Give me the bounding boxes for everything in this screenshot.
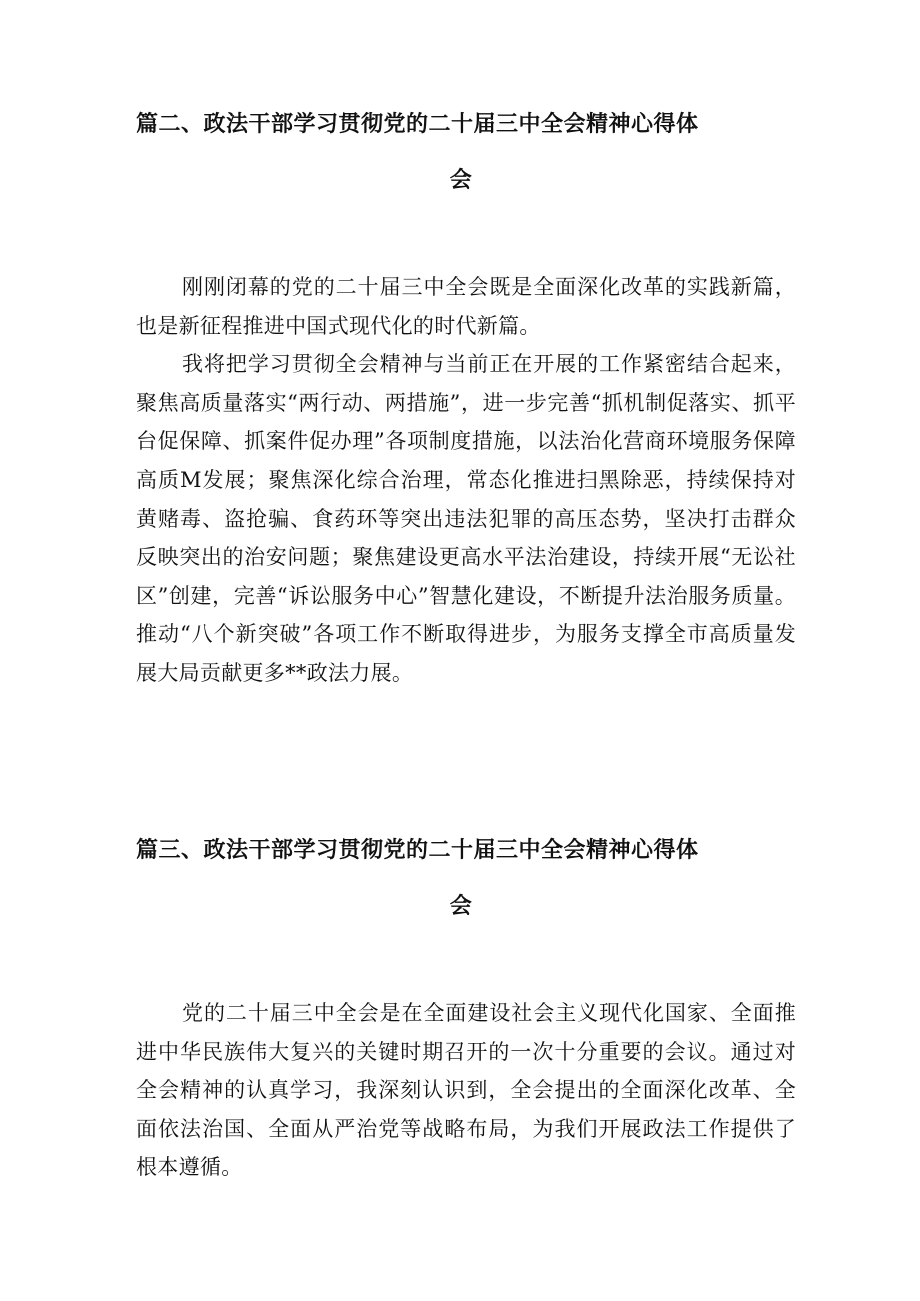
heading-line-2: 会 [449, 168, 473, 193]
section-2-article [136, 106, 796, 693]
heading-line-2: 会 [449, 894, 473, 919]
heading-line-1: 篇三、政法干部学习贯彻党的二十届三中全会精神心得体 [136, 838, 699, 863]
section-heading [136, 832, 796, 926]
section-body [136, 268, 796, 693]
paragraph: 党的二十届三中全会是在全面建设社会主义现代化国家、全面推进中华民族伟大复兴的关键时期召开的一次十分重要的会议。通过对全会精神的认真学习，我深刻认识到，全会提出的全面深化改革、全面依法治国、全面从严治党等战略布局，为我们开展政法工作提供了根本遵循。 [136, 1001, 796, 1180]
section-heading [136, 106, 796, 200]
paragraph: 我将把学习贯彻全会精神与当前正在开展的工作紧密结合起来，聚焦高质量落实“两行动、两措施”，进一步完善“抓机制促落实、抓平台促保障、抓案件促办理”各项制度措施，以法治化营商环境服务保障高质M发展；聚焦深化综合治理，常态化推进扫黑除恶，持续保持对黄赌毒、盗抢骗、食药环等突出违法犯罪的高压态势，坚决打击群众反映突出的治安问题；聚焦建设更高水平法治建设，持续开展“无讼社区”创建，完善“诉讼服务中心”智慧化建设，不断提升法治服务质量。推动“八个新突破”各项工作不断取得进步，为服务支撑全市高质量发展大局贡献更多**政法力展。 [136, 352, 796, 685]
paragraph: 刚刚闭幕的党的二十届三中全会既是全面深化改革的实践新篇，也是新征程推进中国式现代化的时代新篇。 [136, 275, 796, 338]
section-body [136, 994, 796, 1187]
heading-line-1: 篇二、政法干部学习贯彻党的二十届三中全会精神心得体 [136, 112, 699, 137]
section-3-article [136, 832, 796, 1187]
